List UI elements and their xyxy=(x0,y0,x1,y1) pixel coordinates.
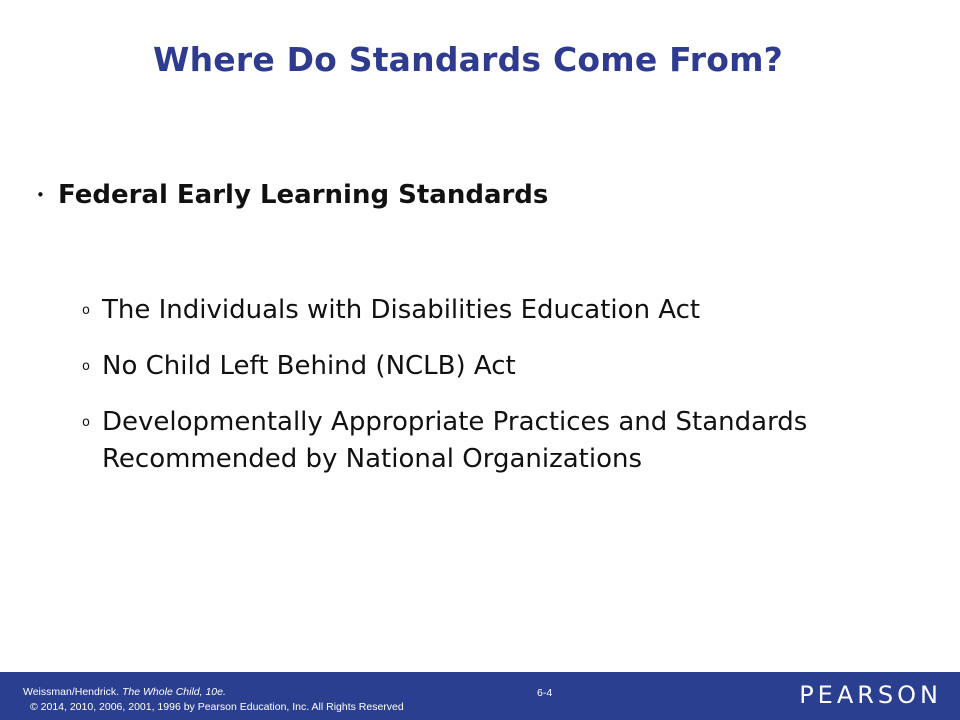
main-bullet-text: Federal Early Learning Standards xyxy=(58,180,549,210)
sub-bullet-marker: o xyxy=(82,359,90,374)
slide-title: Where Do Standards Come From? xyxy=(152,40,784,79)
footer-authors: Weissman/Hendrick. xyxy=(23,686,120,698)
page-number: 6-4 xyxy=(537,687,553,699)
footer-credit xyxy=(23,686,226,698)
sub-bullet-text: The Individuals with Disabilities Education Act xyxy=(102,295,701,325)
main-bullet xyxy=(36,180,548,210)
sub-bullet-item xyxy=(82,292,842,329)
footer-book-title: The Whole Child, 10e. xyxy=(122,686,226,698)
sub-bullet-text: No Child Left Behind (NCLB) Act xyxy=(102,351,516,381)
sub-bullet-text: Developmentally Appropriate Practices and Standards Recommended by National Organizations xyxy=(102,407,808,474)
footer-bar xyxy=(0,672,960,720)
sub-bullet-item xyxy=(82,404,842,478)
sub-bullet-marker: o xyxy=(82,415,90,430)
sub-bullet-marker: o xyxy=(82,303,90,318)
sub-bullet-item xyxy=(82,348,842,385)
footer-copyright: © 2014, 2010, 2006, 2001, 1996 by Pearson Education, Inc. All Rights Reserved xyxy=(30,701,404,713)
pearson-logo: PEARSON xyxy=(799,681,942,709)
bullet-marker: • xyxy=(36,185,45,204)
